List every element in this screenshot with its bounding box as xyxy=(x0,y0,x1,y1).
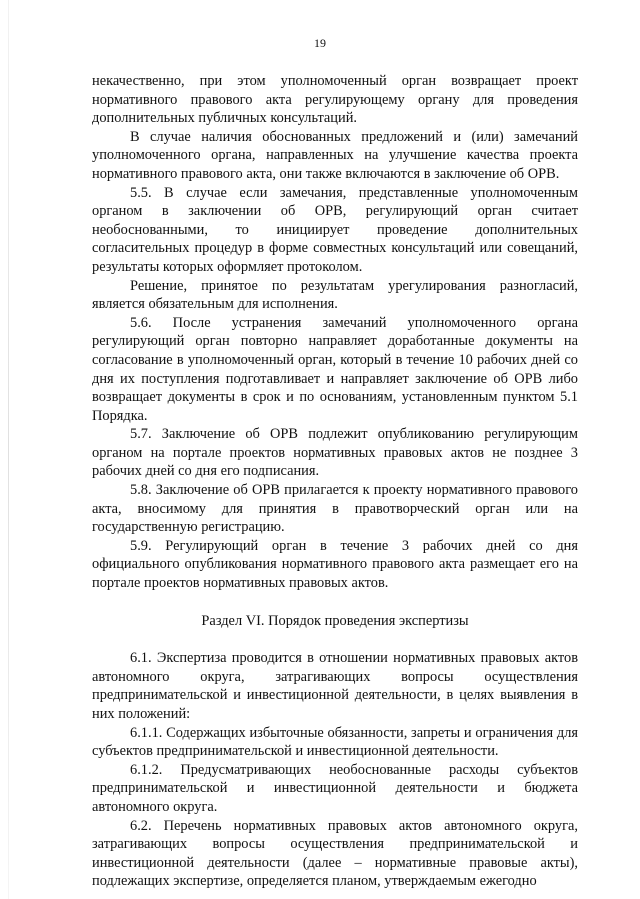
paragraph-proposals: В случае наличия обоснованных предложений и (или) замечаний уполномоченного органа, направленных на улучшение качества проекта нормативного правового акта, они также включаются в заключение об ОРВ. xyxy=(92,128,578,182)
document-body xyxy=(92,72,578,891)
paragraph-5-8: 5.8. Заключение об ОРВ прилагается к проекту нормативного правового акта, вносимому для принятия в правотворческий орган или на государственную регистрацию. xyxy=(92,482,578,536)
paragraph-6-1-1: 6.1.1. Содержащих избыточные обязанности, запреты и ограничения для субъектов предпринимательской и инвестиционной деятельности. xyxy=(92,724,578,760)
scan-edge-shadow xyxy=(8,0,9,899)
paragraph-decision: Решение, принятое по результатам урегулирования разногласий, является обязательным для исполнения. xyxy=(92,277,578,313)
paragraph-6-1: 6.1. Экспертиза проводится в отношении нормативных правовых актов автономного округа, затрагивающих вопросы осуществления предпринимательской и инвестиционной деятельности, в целях выявления в них положений: xyxy=(92,650,578,722)
paragraph-6-2: 6.2. Перечень нормативных правовых актов автономного округа, затрагивающих вопросы осуществления предпринимательской и инвестиционной деятельности (далее – нормативные правовые акты), подлежащих экспертизе, определяется планом, утверждаемым ежегодно xyxy=(92,817,578,890)
paragraph-5-9: 5.9. Регулирующий орган в течение 3 рабочих дней со дня официального опубликования нормативного правового акта размещает его на портале проектов нормативных правовых актов. xyxy=(92,537,578,592)
paragraph-5-5: 5.5. В случае если замечания, представленные уполномоченным органом в заключении об ОРВ, регулирующий орган считает необоснованными, то инициирует проведение дополнительных согласительных процедур в форме совместных консультаций или совещаний, результаты которых оформляет протоколом. xyxy=(92,184,578,275)
paragraph-5-7: 5.7. Заключение об ОРВ подлежит опубликованию регулирующим органом на портале проектов нормативных правовых актов не позднее 3 рабочих дней со дня его подписания. xyxy=(92,426,578,480)
paragraph-6-1-2: 6.1.2. Предусматривающих необоснованные расходы субъектов предпринимательской и инвестиционной деятельности и бюджета автономного округа. xyxy=(92,761,578,815)
paragraph-5-6: 5.6. После устранения замечаний уполномоченного органа регулирующий орган повторно направляет доработанные документы на согласование в уполномоченный орган, который в течение 10 рабочих дней со дня их поступления подготавливает и направляет заключение об ОРВ либо возвращает документы в срок и по основаниям, установленным пунктом 5.1 Порядка. xyxy=(92,314,578,424)
paragraph-continuation: некачественно, при этом уполномоченный орган возвращает проект нормативного правового акта регулирующему органу для проведения дополнительных публичных консультаций. xyxy=(92,73,578,127)
section-heading: Раздел VI. Порядок проведения экспертизы xyxy=(201,612,469,629)
page-number: 19 xyxy=(314,36,326,50)
